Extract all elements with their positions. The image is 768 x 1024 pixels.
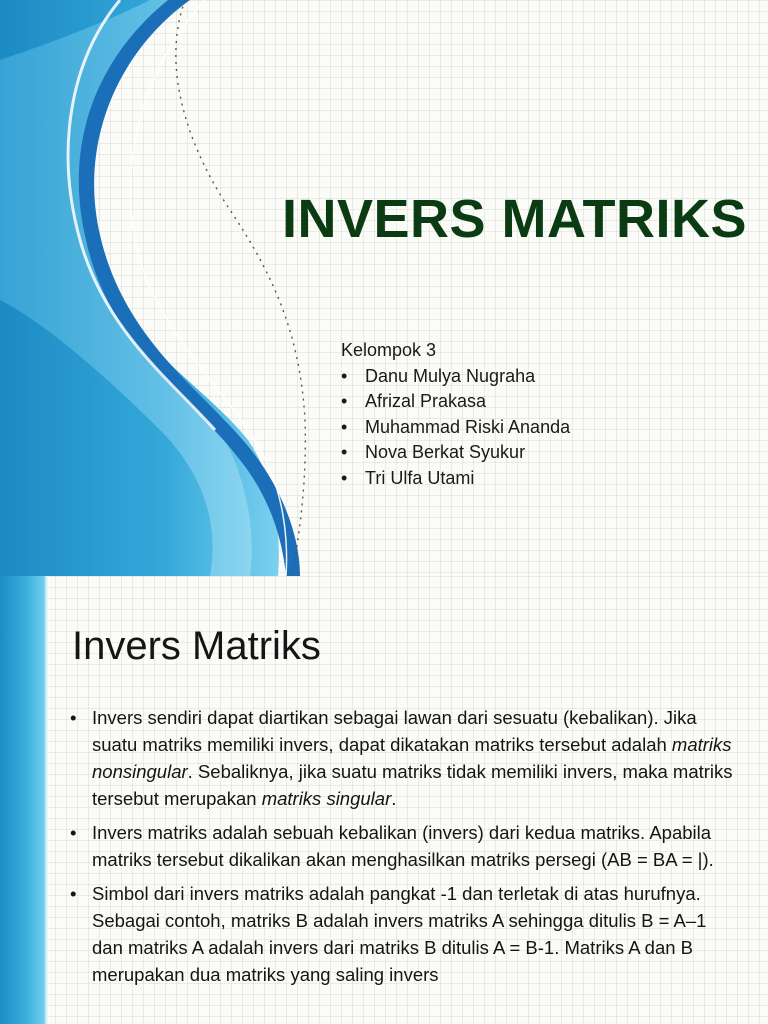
content-slide bbox=[0, 576, 768, 1024]
member-name: Afrizal Prakasa bbox=[365, 391, 487, 411]
left-accent-strip bbox=[0, 576, 48, 1024]
bullet-text: Simbol dari invers matriks adalah pangkat -1 dan terletak di atas hurufnya. Sebagai contoh, matriks B adalah invers matriks A sehingga ditulis B = A–1 dan matriks A adalah invers dari matriks B ditulis A = B-1. Matriks A dan B merupakan dua matriks yang saling invers bbox=[92, 883, 707, 985]
bullet-icon: • bbox=[70, 822, 77, 843]
list-item bbox=[341, 364, 570, 390]
member-name: Danu Mulya Nugraha bbox=[365, 365, 536, 386]
strip-highlight bbox=[44, 576, 50, 1024]
bullet-icon: • bbox=[341, 391, 348, 411]
slide-title: Invers Matriks bbox=[72, 624, 321, 668]
list-item bbox=[341, 440, 570, 466]
bullet-text: Invers sendiri dapat diartikan sebagai lawan dari sesuatu (kebalikan). Jika suatu matriks memiliki invers, dapat dikatakan matriks tersebut adalah matriks nonsingular. Sebaliknya, jika suatu matriks tidak memiliki invers, maka matriks tersebut merupakan matriks singular. bbox=[92, 707, 733, 809]
list-item bbox=[341, 389, 570, 415]
list-item bbox=[70, 704, 740, 812]
bullet-icon: • bbox=[341, 467, 348, 488]
list-item bbox=[70, 880, 740, 988]
list-item bbox=[341, 466, 570, 492]
member-name: Muhammad Riski Ananda bbox=[365, 416, 571, 437]
bullet-icon: • bbox=[70, 707, 77, 728]
slide-title: INVERS MATRIKS bbox=[282, 189, 748, 249]
bullet-icon: • bbox=[341, 442, 348, 462]
bullet-list bbox=[70, 704, 740, 988]
member-name: Nova Berkat Syukur bbox=[365, 442, 526, 462]
list-item bbox=[341, 415, 570, 441]
bullet-text: Invers matriks adalah sebuah kebalikan (invers) dari kedua matriks. Apabila matriks tersebut dikalikan akan menghasilkan matriks persegi (AB = BA = |). bbox=[92, 822, 714, 870]
bullet-content bbox=[70, 704, 740, 995]
bullet-icon: • bbox=[341, 416, 348, 437]
group-heading: Kelompok 3 bbox=[341, 340, 437, 360]
list-item bbox=[70, 819, 740, 873]
bullet-icon: • bbox=[341, 365, 348, 386]
bullet-icon: • bbox=[70, 883, 77, 904]
member-list bbox=[341, 364, 570, 492]
term-nonsingular: matriks nonsingular bbox=[92, 734, 732, 782]
group-members bbox=[341, 338, 570, 491]
member-name: Tri Ulfa Utami bbox=[365, 467, 475, 488]
term-singular: matriks singular bbox=[261, 788, 392, 809]
